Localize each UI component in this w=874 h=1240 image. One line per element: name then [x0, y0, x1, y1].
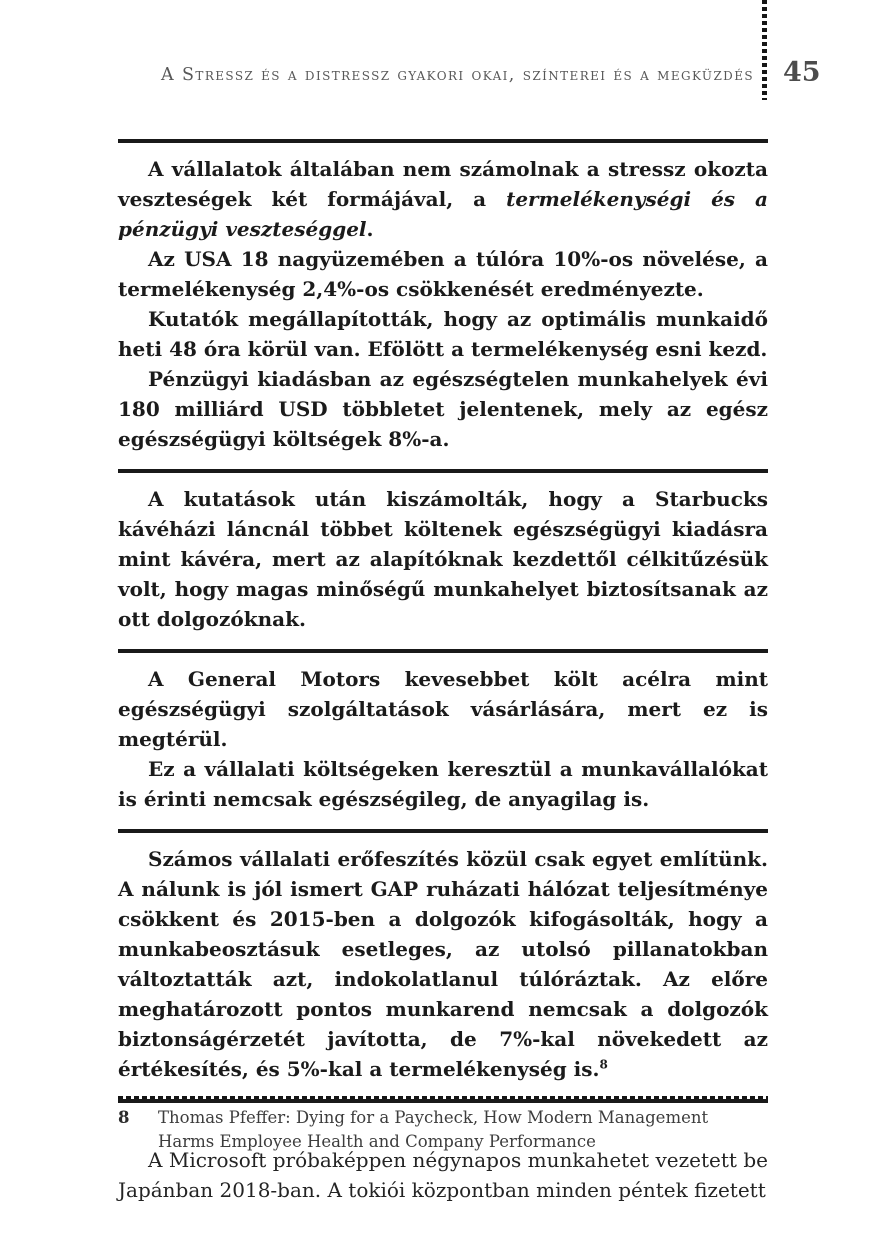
page-edge-dotted-line — [762, 0, 767, 100]
text-column — [118, 139, 768, 1220]
paragraph — [118, 754, 768, 814]
text-run: Az USA 18 nagyüzemében a túlóra 10%-os növelése, a termelékenység 2,4%-os csökkenését eredményezte. — [118, 247, 768, 301]
paragraph — [118, 1145, 768, 1205]
text-run: A vállalatok általában nem számolnak a stressz okozta veszteségek két formájával, a — [118, 157, 768, 211]
text-section — [118, 833, 768, 1099]
paragraph — [118, 364, 768, 454]
paragraph — [118, 244, 768, 304]
footnote-area — [118, 1096, 768, 1154]
paragraph — [118, 664, 768, 754]
running-head: A Stressz és a distressz gyakori okai, színterei és a megküzdés — [161, 65, 754, 85]
footnote-text: Thomas Pfeffer: Dying for a Paycheck, How Modern Management Harms Employee Health and Company Performance — [158, 1108, 709, 1151]
footnote-separator — [118, 1096, 768, 1099]
text-run: A Microsoft próbaképpen négynapos munkahetet vezetett be Japánban 2018-ban. A tokiói központban minden péntek fizetett — [118, 1148, 768, 1202]
italic-run: termelékenységi és a pénzügyi veszteséggel — [118, 187, 769, 241]
text-run: Ez a vállalati költségeken keresztül a munkavállalókat is érinti nemcsak egészségileg, de anyagilag is. — [118, 757, 768, 811]
text-section — [118, 473, 768, 649]
text-run: A General Motors kevesebbet költ acélra mint egészségügyi szolgáltatások vásárlására, mert ez is megtérül. — [118, 667, 768, 751]
paragraph — [118, 484, 768, 634]
footnote-reference: 8 — [599, 1057, 608, 1072]
text-run: Kutatók megállapították, hogy az optimális munkaidő heti 48 óra körül van. Efölött a termelékenység esni kezd. — [118, 307, 768, 361]
text-section — [118, 653, 768, 829]
paragraph — [118, 154, 768, 244]
paragraph — [118, 844, 768, 1084]
text-run: . — [366, 217, 374, 241]
text-run: A kutatások után kiszámolták, hogy a Starbucks kávéházi láncnál többet költenek egészségügyi kiadásra mint kávéra, mert az alapítóknak kezdettől célkitűzésük volt, hogy magas minőségű munkahelyet biztosítsanak az ott dolgozóknak. — [118, 487, 768, 631]
text-run: Számos vállalati erőfeszítés közül csak egyet említünk. A nálunk is jól ismert GAP ruházati hálózat teljesítménye csökkent és 2015-ben a dolgozók kifogásolták, hogy a munkabeosztásuk esetleges, az utolsó pillanatokban változtatták azt, indokolatlanul túlóráztak. Az előre meghatározott pontos munkarend nemcsak a dolgozók biztonságérzetét javította, de 7%-kal növekedett az értékesítés, és 5%-kal a termelékenység is. — [118, 847, 768, 1081]
sections — [118, 139, 768, 1220]
paragraph — [118, 304, 768, 364]
text-run: Pénzügyi kiadásban az egészségtelen munkahelyek évi 180 milliárd USD többletet jelentenek, mely az egész egészségügyi költségek 8%-a. — [118, 367, 768, 451]
page-number: 45 — [783, 57, 821, 88]
text-section — [118, 143, 768, 469]
footnote — [118, 1106, 768, 1154]
footnote-marker: 8 — [118, 1108, 130, 1127]
